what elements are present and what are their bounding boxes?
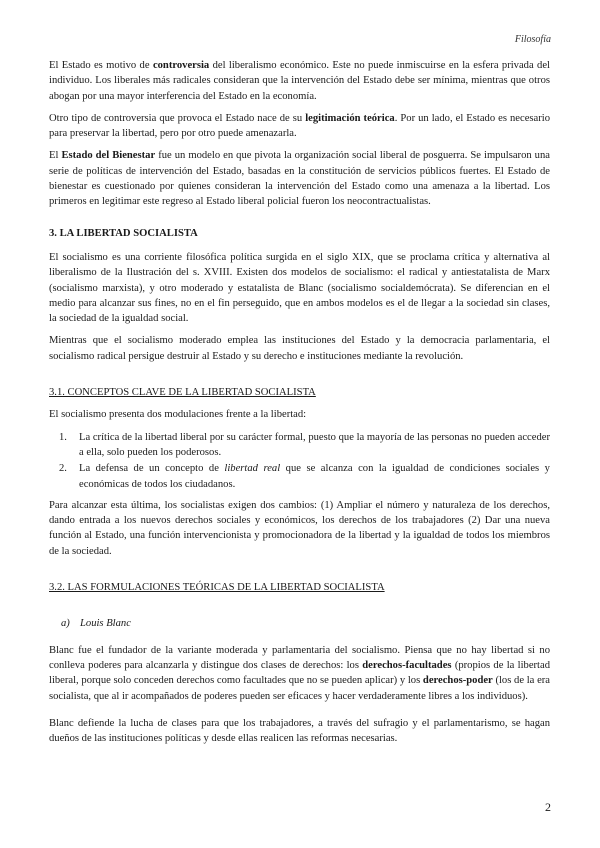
page-number: 2 <box>545 800 551 814</box>
section-heading-3: 3. LA LIBERTAD SOCIALISTA <box>49 227 198 239</box>
list-item-text: La crítica de la libertad liberal por su carácter formal, puesto que la mayoría de las personas no pueden acceder a ella, solo pueden los poderosos. <box>79 431 550 458</box>
paragraph-blanc-derechos <box>49 643 550 704</box>
subsection-heading-3-1: 3.1. CONCEPTOS CLAVE DE LA LIBERTAD SOCIALISTA <box>49 387 316 399</box>
header-subject: Filosofía <box>514 34 551 45</box>
paragraph-blanc-lucha: Blanc defiende la lucha de clases para que los trabajadores, a través del sufragio y el parlamentarismo, se hagan dueños de las instituciones políticas y desde ellas realicen las reformas necesarias. <box>49 717 550 745</box>
list-number: 1. <box>59 431 67 443</box>
text-span: (los de la era socialista, que al ir acompañados de poderes pueden ser eficaces y hacer verdaderamente libres a los individuos). <box>49 675 551 702</box>
list-item-text: La defensa de un concepto de <box>79 463 225 475</box>
paragraph-socialismo-moderado: Mientras que el socialismo moderado emplea las instituciones del Estado y la democracia parlamentaria, el socialismo radical persigue destruir al Estado y su derecho e instituciones mediante la revolución. <box>49 335 550 362</box>
text-span: fue un modelo en que pivota la organización social liberal de posguerra. Se impulsaron una serie de políticas de intervención del Estado, basadas en la constitución de servicios públicos fuertes. El Estado de bienestar es cuestionado por quienes consideran la intervención del Estado como una amenaza a la libertad. Los primeros en legitimar este regreso al Estado liberal policial fueron los neocontractualistas. <box>49 150 550 208</box>
subheading-letter: a) <box>61 618 70 630</box>
list-number: 2. <box>59 463 67 475</box>
text-span: . Por un lado, el Estado es necesario para preservar la libertad, pero por otro puede amenazarla. <box>49 112 551 140</box>
list-item <box>49 461 550 492</box>
document-body <box>49 58 550 753</box>
list-item <box>49 430 550 461</box>
text-span: El <box>49 150 62 162</box>
text-span: del liberalismo económico. Este no puede inmiscuirse en la esfera privada del individuo. Los liberales más radicales consideran que la intervención del Estado debe ser mínima, mientras que otros abogan por una mayor interferencia del Estado en la economía. <box>49 60 550 102</box>
list-item-text: que se alcanza con la igualdad de condiciones sociales y económicas de todos los ciudadanos. <box>79 463 550 490</box>
bold-term-derechos-facultades: derechos-facultades <box>362 659 452 671</box>
numbered-list <box>49 430 550 492</box>
text-span: Otro tipo de controversia que provoca el Estado nace de su <box>49 112 306 124</box>
paragraph-estado-controversia <box>49 58 550 104</box>
text-span: Blanc fue el fundador de la variante moderada y parlamentaria del socialismo. Piensa que no hay libertad si no conlleva poderes para alcanzarla y distingue dos clases de derechos: los <box>49 644 550 671</box>
text-span: (propios de la libertad liberal, porque solo conceden derechos como facultades que no se pueden aplicar) y los <box>49 659 550 687</box>
bold-term-estado-bienestar: Estado del Bienestar <box>61 150 156 162</box>
paragraph-estado-bienestar <box>49 148 550 209</box>
subsection-heading-3-2: 3.2. LAS FORMULACIONES TEÓRICAS DE LA LIBERTAD SOCIALISTA <box>49 582 385 594</box>
subheading-title: Louis Blanc <box>80 618 131 630</box>
italic-term-libertad-real: libertad real <box>224 463 281 475</box>
subheading-louis-blanc <box>61 616 550 631</box>
paragraph-legitimacion <box>49 111 550 142</box>
bold-term-controversia: controversia <box>152 60 210 71</box>
text-span: El Estado es motivo de <box>49 60 153 71</box>
bold-term-derechos-poder: derechos-poder <box>422 675 493 687</box>
paragraph-modulaciones: El socialismo presenta dos modulaciones frente a la libertad: <box>49 409 307 421</box>
bold-term-legitimacion: legitimación teórica <box>305 112 395 124</box>
paragraph-cambios: Para alcanzar esta última, los socialistas exigen dos cambios: (1) Ampliar el número y naturaleza de los derechos, dando entrada a los nuevos derechos sociales y económicos, los derechos de los trabajadores (2) Dar una nueva función al Estado, una función intervencionista y promocionadora de la libertad y la igualdad de todos los miembros de la sociedad. <box>49 499 550 557</box>
paragraph-socialismo-intro: El socialismo es una corriente filosófica política surgida en el siglo XIX, que se proclama crítica y alternativa al liberalismo de la Ilustración del s. XVIII. Existen dos modelos de socialismo: el radical y antiestatalista de Marx (socialismo marxista), y otro moderado y estatalista de Blanc (socialismo socialdemócrata). Se diferencian en el medio para alcanzar sus fines, no en el fin perseguido, que en ambos modelos es el de llegar a la sociedad sin clases, la sociedad de la igualdad social. <box>49 251 550 325</box>
